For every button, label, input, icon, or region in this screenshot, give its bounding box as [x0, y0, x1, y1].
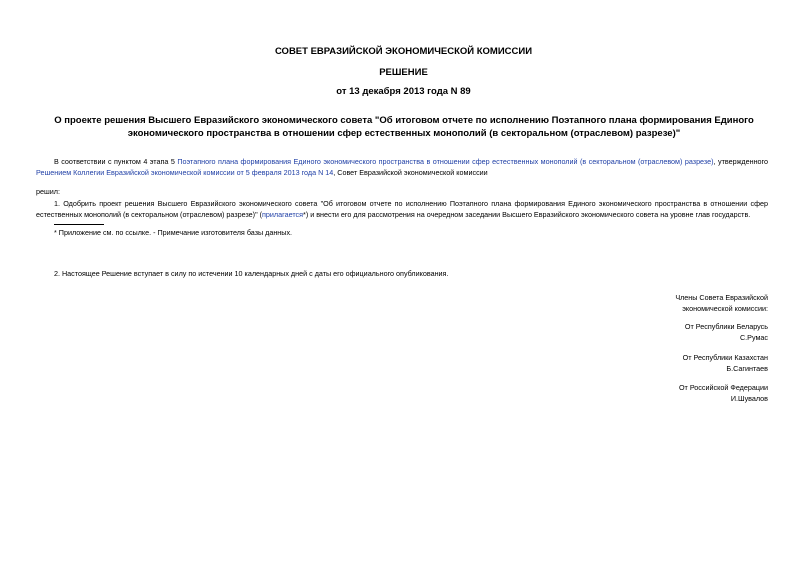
paragraph-item-2: 2. Настоящее Решение вступает в силу по истечении 10 календарных дней с даты его официального опубликования.: [54, 269, 449, 278]
members-line-1: Члены Совета Евразийской: [675, 293, 768, 302]
collegium-decision-link[interactable]: Решением Коллегии Евразийской экономической комиссии от 5 февраля 2013 года N 14: [36, 168, 334, 177]
belarus-name: С.Румас: [739, 333, 768, 342]
paragraph-item-1-suffix: *) и внести его для рассмотрения на очередном заседании Высшего Евразийского экономического совета на уровне глав государств.: [303, 210, 751, 219]
belarus-label: От Республики Беларусь: [684, 322, 768, 331]
attachment-link[interactable]: прилагается: [262, 210, 304, 219]
kazakhstan-name: Б.Сагинтаев: [726, 364, 768, 373]
paragraph-basis-prefix: В соответствии с пунктом 4 этапа 5: [54, 157, 178, 166]
stage-plan-link[interactable]: Поэтапного плана формирования Единого экономического пространства в отношении сфер естественных монополий (в секторальном (отраслевом) разрезе): [177, 157, 714, 166]
paragraph-basis-suffix: , Совет Евразийской экономической комиссии: [333, 168, 488, 177]
signature-russia: [679, 382, 768, 404]
paragraph-item-1-prefix: 1. Одобрить проект решения Высшего Евразийского экономического совета "Об итоговом отчете по исполнению Поэтапного плана формирования Единого экономического пространства в отношении сфер естественных монополий (в секторальном (отраслевом) разрезе)" (: [36, 199, 768, 219]
paragraph-basis-middle: , утвержденного: [713, 157, 768, 166]
kazakhstan-label: От Республики Казахстан: [682, 353, 768, 362]
paragraph-basis: [36, 156, 768, 178]
signature-members: [675, 292, 768, 314]
russia-name: И.Шувалов: [730, 394, 768, 403]
members-line-2: экономической комиссии:: [682, 304, 768, 313]
russia-label: От Российской Федерации: [678, 383, 768, 392]
council-heading: СОВЕТ ЕВРАЗИЙСКОЙ ЭКОНОМИЧЕСКОЙ КОМИССИИ: [274, 46, 533, 57]
signature-kazakhstan: [683, 352, 768, 374]
decision-heading: РЕШЕНИЕ: [379, 67, 428, 78]
paragraph-item-1: [36, 198, 768, 220]
decision-date: от 13 декабря 2013 года N 89: [336, 86, 471, 97]
decided-label: решил:: [36, 187, 60, 196]
signature-belarus: [685, 321, 768, 343]
footnote-divider: [54, 224, 104, 225]
footnote: * Приложение см. по ссылке. - Примечание изготовителя базы данных.: [54, 228, 293, 237]
document-title: О проекте решения Высшего Евразийского экономического совета "Об итоговом отчете по исполнению Поэтапного плана формирования Единого экономического пространства в отношении сфер естественных монополий (в секторальном (отраслевом) разрезе)": [54, 115, 754, 139]
